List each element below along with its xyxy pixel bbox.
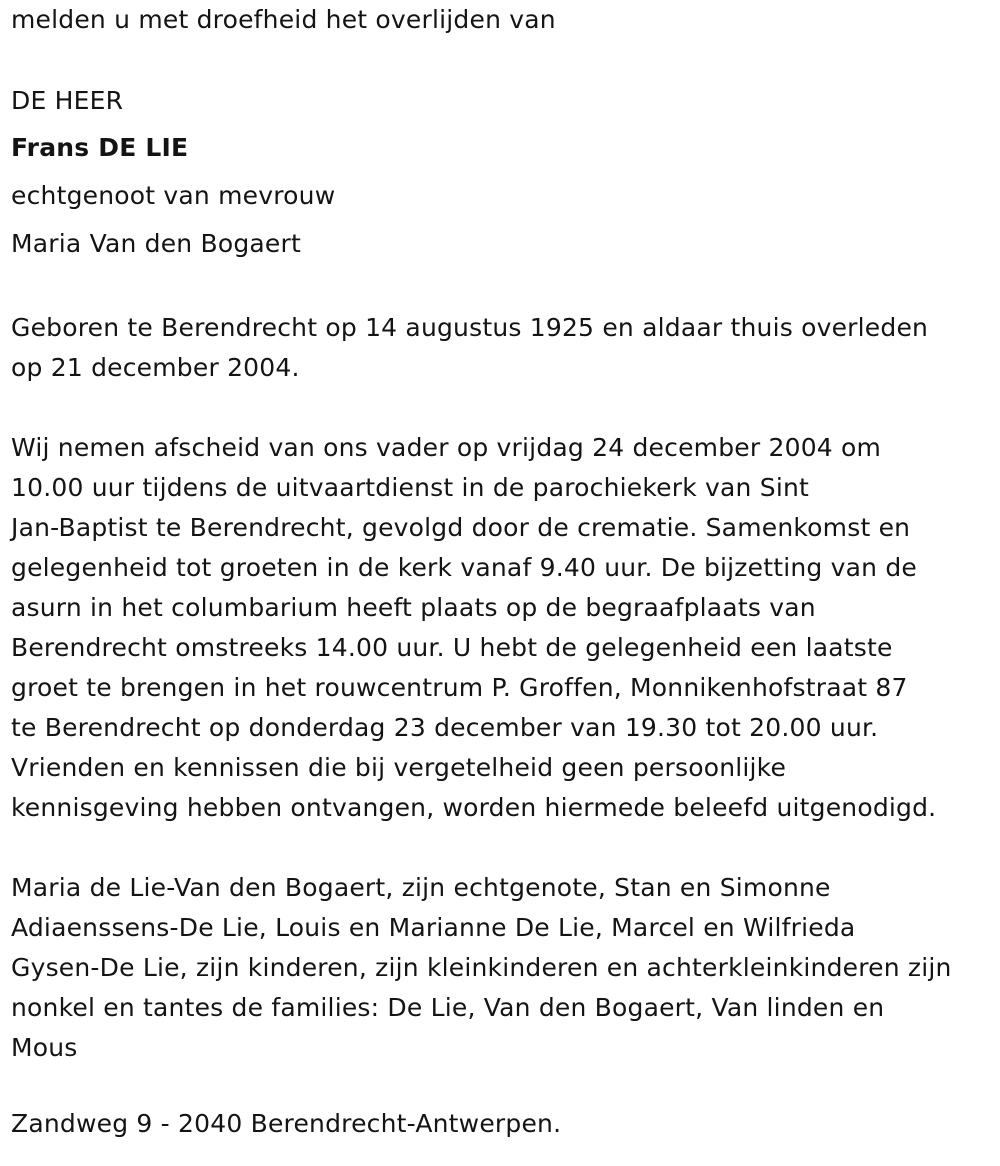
spouse-name: Maria Van den Bogaert	[11, 229, 301, 258]
paragraph-line: kennisgeving hebben ontvangen, worden hiermede beleefd uitgenodigd.	[11, 793, 937, 822]
birth-death-paragraph	[11, 308, 996, 388]
paragraph-line: nonkel en tantes de families: De Lie, Van den Bogaert, Van linden en	[11, 993, 885, 1022]
paragraph-line: Gysen-De Lie, zijn kinderen, zijn kleinkinderen en achterkleinkinderen zijn	[11, 953, 952, 982]
family-paragraph	[11, 868, 996, 1068]
paragraph-line: Geboren te Berendrecht op 14 augustus 1925 en aldaar thuis overleden	[11, 313, 929, 342]
paragraph-line: Jan-Baptist te Berendrecht, gevolgd door de crematie. Samenkomst en	[11, 513, 911, 542]
paragraph-line: groet te brengen in het rouwcentrum P. Groffen, Monnikenhofstraat 87	[11, 673, 908, 702]
paragraph-line: Berendrecht omstreeks 14.00 uur. U hebt de gelegenheid een laatste	[11, 633, 893, 662]
paragraph-line: Vrienden en kennissen die bij vergetelheid geen persoonlijke	[11, 753, 787, 782]
paragraph-line: asurn in het columbarium heeft plaats op de begraafplaats van	[11, 593, 816, 622]
deceased-name: Frans DE LIE	[11, 133, 189, 162]
funeral-service-paragraph	[11, 428, 996, 828]
paragraph-line: te Berendrecht op donderdag 23 december van 19.30 tot 20.00 uur.	[11, 713, 879, 742]
address: Zandweg 9 - 2040 Berendrecht-Antwerpen.	[11, 1109, 562, 1138]
title-prefix: DE HEER	[11, 86, 124, 115]
paragraph-line: Maria de Lie-Van den Bogaert, zijn echtgenote, Stan en Simonne	[11, 873, 831, 902]
paragraph-line: gelegenheid tot groeten in de kerk vanaf 9.40 uur. De bijzetting van de	[11, 553, 917, 582]
paragraph-line: op 21 december 2004.	[11, 353, 300, 382]
paragraph-line: Wij nemen afscheid van ons vader op vrijdag 24 december 2004 om	[11, 433, 882, 462]
paragraph-line: Mous	[11, 1033, 78, 1062]
paragraph-line: 10.00 uur tijdens de uitvaartdienst in de parochiekerk van Sint	[11, 473, 810, 502]
announcement-intro: melden u met droefheid het overlijden van	[11, 5, 556, 34]
spouse-intro: echtgenoot van mevrouw	[11, 181, 336, 210]
paragraph-line: Adiaenssens-De Lie, Louis en Marianne De Lie, Marcel en Wilfrieda	[11, 913, 856, 942]
